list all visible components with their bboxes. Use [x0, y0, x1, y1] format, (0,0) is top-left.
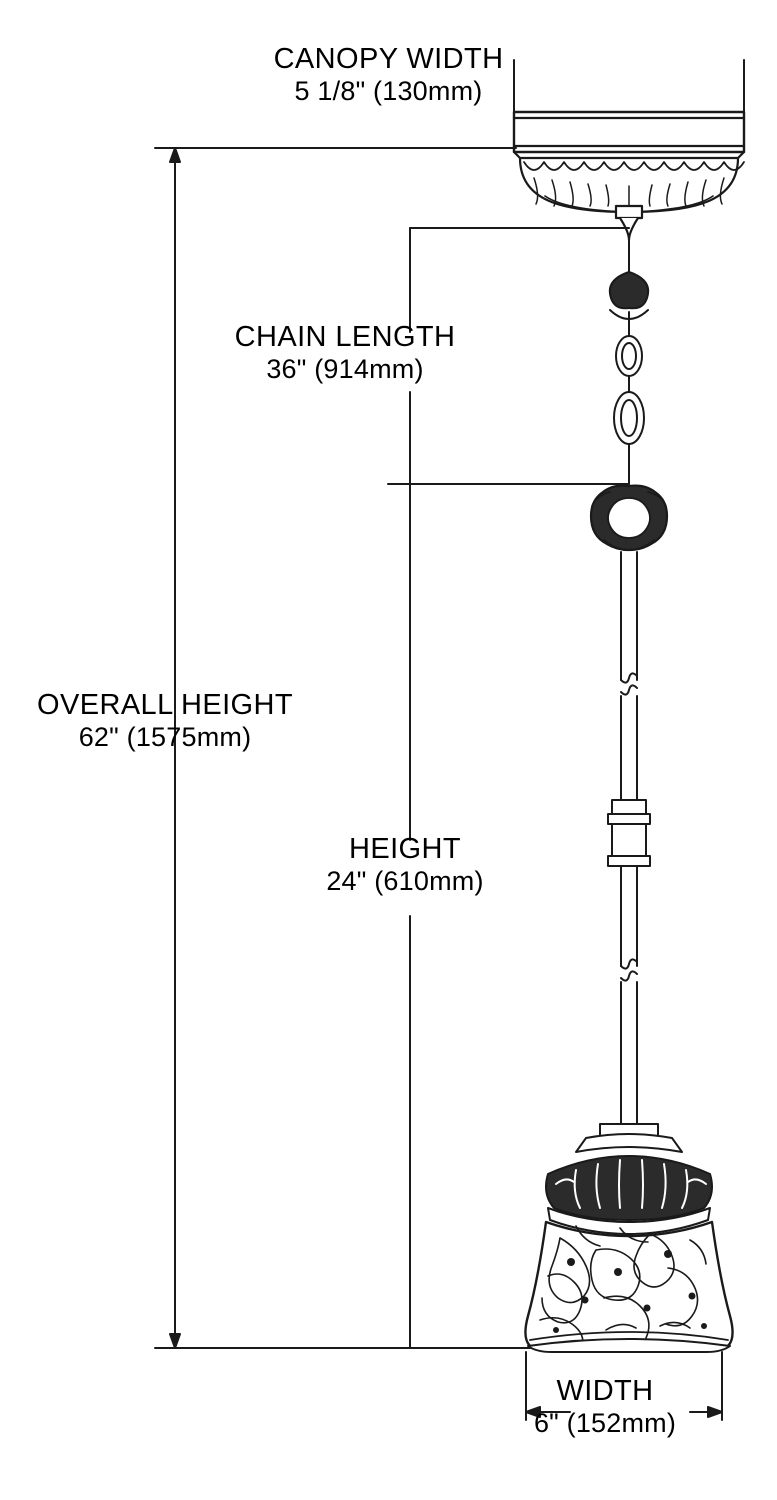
width-value: 6" (152mm) — [533, 1408, 677, 1439]
chain-length-title: CHAIN LENGTH — [234, 321, 456, 353]
dimension-label-overall-height — [0, 688, 330, 754]
height-value: 24" (610mm) — [326, 866, 484, 897]
dimension-label-height — [180, 832, 630, 898]
overall-height-value: 62" (1575mm) — [78, 722, 252, 753]
shade-group — [525, 1124, 732, 1352]
dimension-label-canopy-width — [0, 42, 777, 108]
canopy-width-title: CANOPY WIDTH — [273, 43, 504, 75]
dimension-label-width — [440, 1374, 770, 1440]
chain-group — [610, 240, 648, 484]
canopy-group — [514, 112, 744, 240]
dimension-label-chain-length — [150, 320, 540, 386]
ornament-group — [591, 486, 667, 550]
overall-height-title: OVERALL HEIGHT — [37, 689, 293, 721]
chain-length-value: 36" (914mm) — [266, 354, 424, 385]
width-title: WIDTH — [556, 1375, 654, 1407]
canopy-width-value: 5 1/8" (130mm) — [294, 76, 483, 107]
height-title: HEIGHT — [349, 833, 461, 865]
